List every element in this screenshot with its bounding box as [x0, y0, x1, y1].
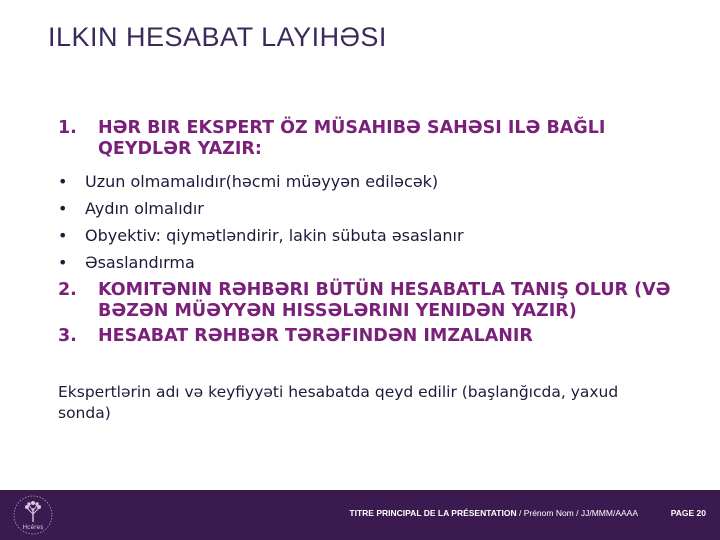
- bullet-item: [58, 222, 678, 249]
- bullet-item: [58, 195, 678, 222]
- footer-presentation-info: [349, 508, 638, 518]
- bullet-list: [58, 168, 678, 276]
- bullet-text: Uzun olmamalıdır(həcmi müəyyən ediləcək): [85, 172, 439, 191]
- note-text: Ekspertlərin adı və keyfiyyəti hesabatda qeyd edilir (başlanğıcda, yaxud sonda): [58, 383, 619, 422]
- bullet-text: Obyektiv: qiymətləndirir, lakin sübuta əsaslanır: [85, 226, 464, 245]
- bullet-item: [58, 249, 678, 276]
- item-number: 1.: [58, 118, 77, 138]
- hceres-logo-icon: [12, 494, 54, 536]
- item-text: HESABAT RƏHBƏR TƏRƏFINDƏN IMZALANIR: [98, 326, 533, 346]
- footer-bar: [0, 490, 720, 540]
- footer-title: TITRE PRINCIPAL DE LA PRÉSENTATION: [349, 508, 517, 518]
- item-number: 3.: [58, 326, 77, 346]
- footer-subtitle: / Prénom Nom / JJ/MMM/AAAA: [516, 508, 638, 518]
- bullet-text: Aydın olmalıdır: [85, 199, 204, 218]
- numbered-item-3: [58, 326, 678, 347]
- item-text: HƏR BIR EKSPERT ÖZ MÜSAHIBƏ SAHƏSI ILƏ BAĞLI QEYDLƏR YAZIR:: [98, 118, 606, 159]
- page-number: PAGE 20: [670, 508, 706, 518]
- logo-text: Hcéres: [22, 524, 44, 531]
- bullet-item: [58, 168, 678, 195]
- item-text: KOMITƏNIN RƏHBƏRI BÜTÜN HESABATLA TANIŞ OLUR (VƏ BƏZƏN MÜƏYYƏN HISSƏLƏRINI YENIDƏN YAZIR): [98, 280, 671, 321]
- bullet-text: Əsaslandırma: [85, 253, 195, 272]
- item-number: 2.: [58, 280, 77, 300]
- bullet-dot: •: [58, 226, 68, 245]
- bullet-dot: •: [58, 172, 68, 191]
- numbered-item-1: [58, 118, 678, 160]
- slide-content: [58, 118, 678, 347]
- slide-title: ILKIN HESABAT LAYIHƏSI: [48, 22, 387, 52]
- bullet-dot: •: [58, 199, 68, 218]
- bullet-dot: •: [58, 253, 68, 272]
- numbered-item-2: [58, 280, 678, 322]
